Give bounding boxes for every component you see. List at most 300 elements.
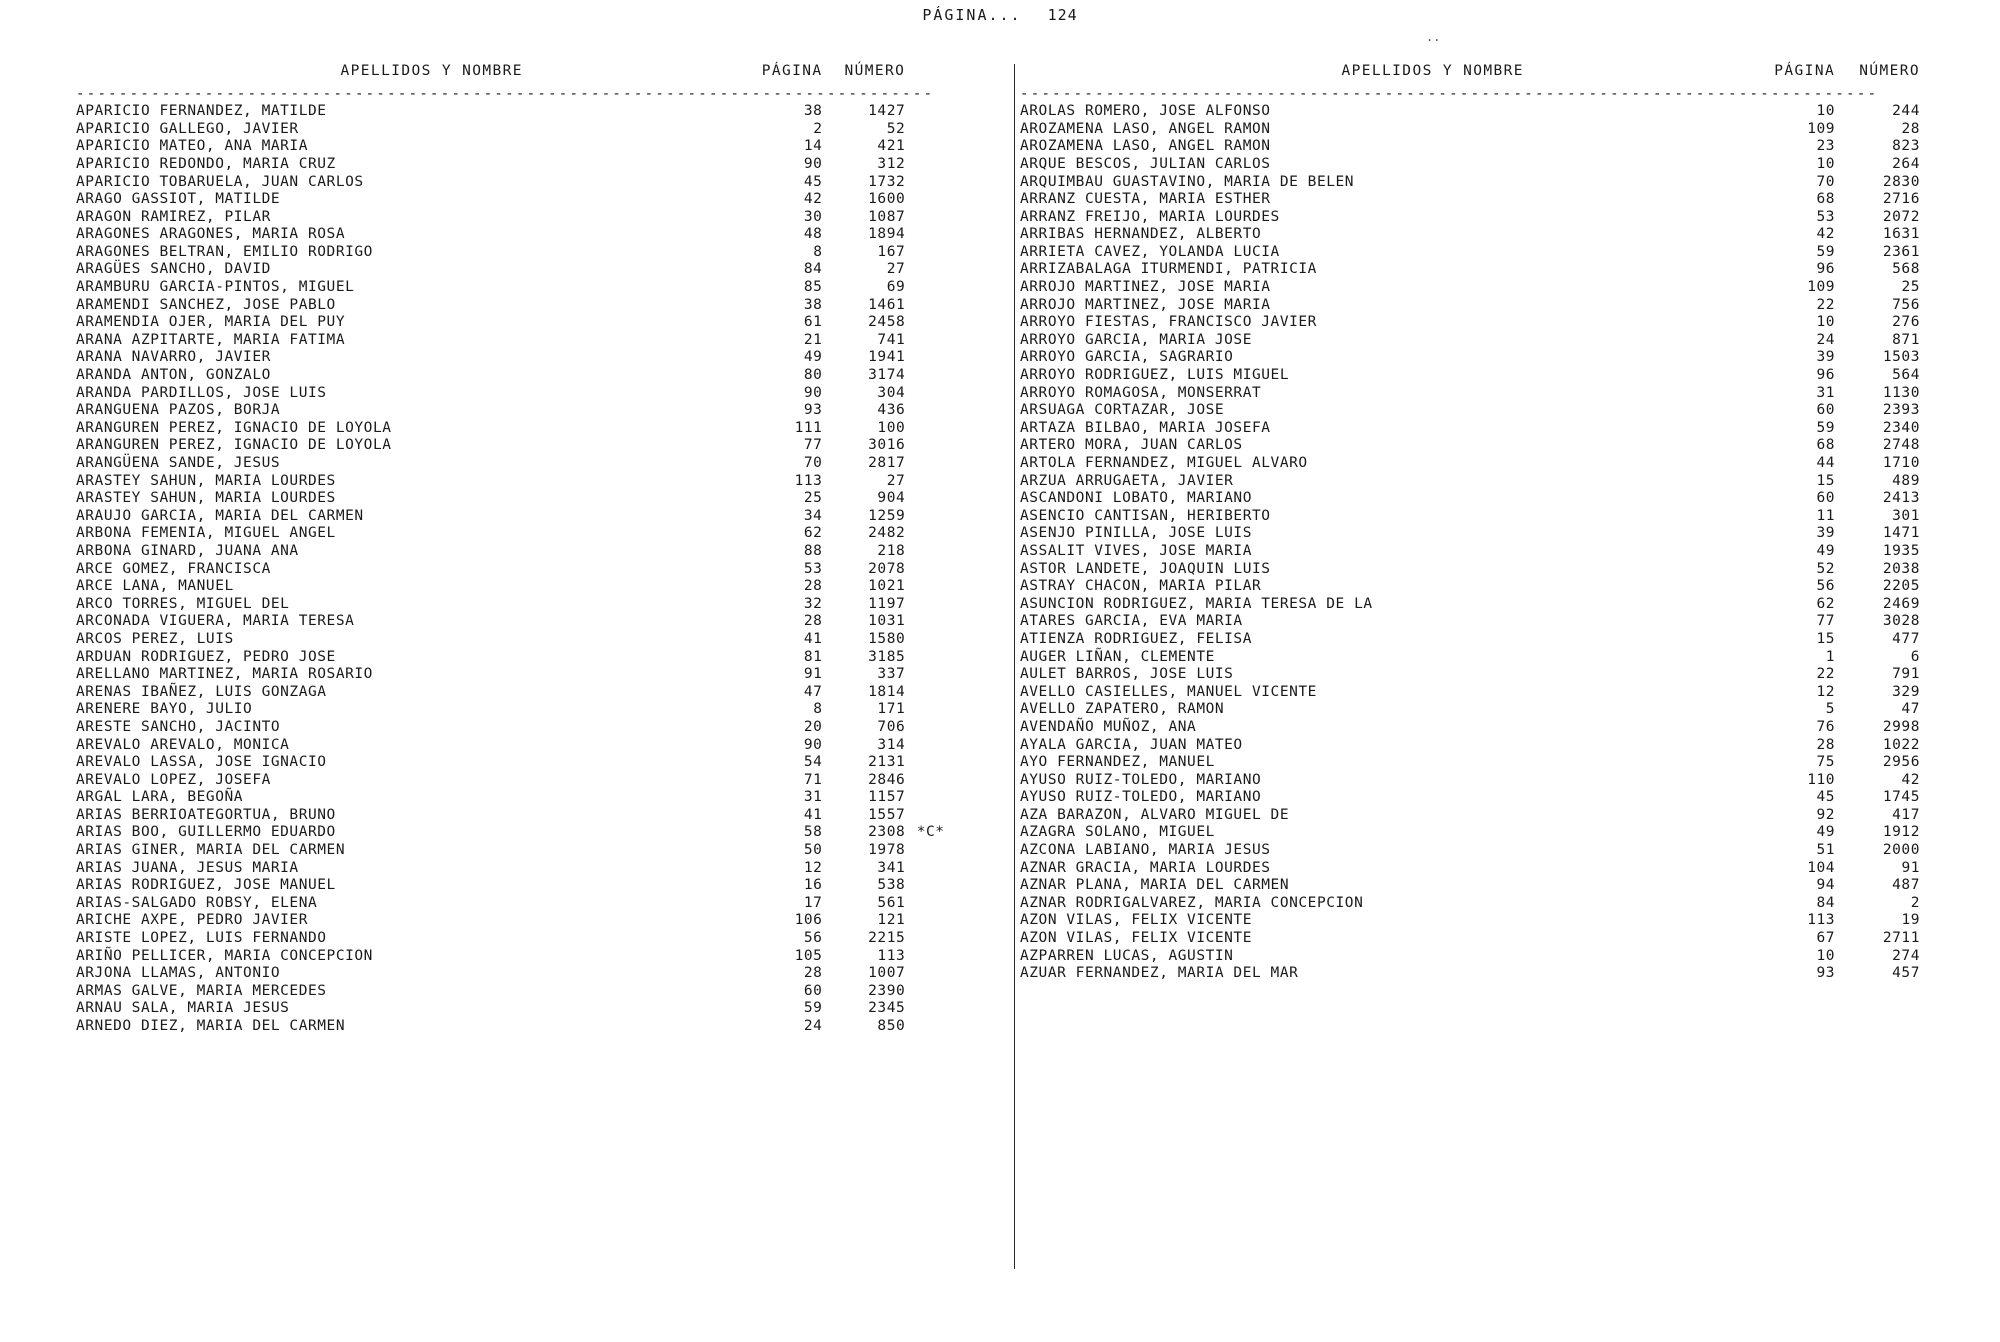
table-row: [1020, 806, 1920, 824]
entry-name: ARIAS BERRIOATEGORTUA, BRUNO: [76, 806, 336, 823]
entry-name: ARRIETA CAVEZ, YOLANDA LUCIA: [1020, 243, 1280, 260]
entry-flag: [905, 490, 956, 508]
header-separator-cell: [1020, 86, 1920, 103]
entry-number: 2393: [1882, 402, 1920, 419]
header-name: APELLIDOS Y NOMBRE: [1341, 63, 1524, 79]
entry-number: 871: [1892, 331, 1920, 348]
entry-page: 14: [803, 138, 823, 155]
entry-name: AZNAR GRACIA, MARIA LOURDES: [1020, 859, 1271, 876]
entry-name: APARICIO MATEO, ANA MARIA: [76, 138, 308, 155]
table-row: [1020, 103, 1920, 121]
table-row: [1020, 947, 1920, 965]
entry-number: 301: [1892, 507, 1920, 524]
entry-name: ASUNCION RODRIGUEZ, MARIA TERESA DE LA: [1020, 595, 1373, 612]
entry-page: 92: [1816, 806, 1836, 823]
entry-number: 1461: [868, 296, 906, 313]
entry-page: 109: [1807, 120, 1836, 137]
entry-page: 76: [1816, 718, 1836, 735]
entry-name: ARROYO GARCIA, MARIA JOSE: [1020, 331, 1252, 348]
entry-name: AREVALO LOPEZ, JOSEFA: [76, 771, 271, 788]
table-row: [76, 120, 956, 138]
entry-flag: [905, 683, 956, 701]
table-row: [1020, 701, 1920, 719]
entry-page: 71: [803, 771, 823, 788]
entry-name: ARROJO MARTINEZ, JOSE MARIA: [1020, 296, 1271, 313]
entry-name: AYUSO RUIZ-TOLEDO, MARIANO: [1020, 771, 1262, 788]
entry-flag: [905, 789, 956, 807]
entry-number: 1631: [1882, 226, 1920, 243]
entry-flag: [905, 191, 956, 209]
entry-name: ARIAS-SALGADO ROBSY, ELENA: [76, 894, 318, 911]
table-row: [1020, 648, 1920, 666]
entry-name: ARANA NAVARRO, JAVIER: [76, 349, 271, 366]
entry-number: 2131: [868, 754, 906, 771]
entry-flag: [905, 173, 956, 191]
entry-number: 1941: [868, 349, 906, 366]
entry-number: 329: [1892, 683, 1920, 700]
entry-name: ARCO TORRES, MIGUEL DEL: [76, 595, 290, 612]
entry-page: 34: [803, 507, 823, 524]
entry-name: ARESTE SANCHO, JACINTO: [76, 718, 281, 735]
entry-name: ARSUAGA CORTAZAR, JOSE: [1020, 402, 1225, 419]
entry-flag: [905, 384, 956, 402]
table-row: [76, 701, 956, 719]
entry-page: 15: [1816, 630, 1836, 647]
table-row: [76, 560, 956, 578]
entry-name: ARRIBAS HERNANDEZ, ALBERTO: [1020, 226, 1262, 243]
entry-page: 48: [803, 226, 823, 243]
table-row: [1020, 191, 1920, 209]
table-row: [1020, 138, 1920, 156]
entry-name: ARANDA PARDILLOS, JOSE LUIS: [76, 384, 327, 401]
entry-page: 49: [803, 349, 823, 366]
entry-number: 1814: [868, 683, 906, 700]
entry-flag: [905, 806, 956, 824]
entry-page: 75: [1816, 754, 1836, 771]
entry-name: ARIAS BOO, GUILLERMO EDUARDO: [76, 824, 336, 841]
table-row: [76, 173, 956, 191]
header-number: NÚMERO: [844, 63, 906, 79]
table-row: [76, 490, 956, 508]
entry-name: AZA BARAZON, ALVARO MIGUEL DE: [1020, 806, 1290, 823]
entry-name: ARANGUENA PAZOS, BORJA: [76, 402, 281, 419]
entry-name: APARICIO TOBARUELA, JUAN CARLOS: [76, 173, 364, 190]
entry-page: 24: [803, 1018, 823, 1035]
entry-number: 436: [877, 402, 906, 419]
entry-number: 121: [877, 912, 906, 929]
dash-separator: --------------------------------------------------------------------------------: [76, 87, 935, 102]
table-row: [1020, 789, 1920, 807]
entry-name: AREVALO AREVALO, MONICA: [76, 736, 290, 753]
entry-name: AROZAMENA LASO, ANGEL RAMON: [1020, 120, 1271, 137]
table-row: [76, 912, 956, 930]
table-row: [76, 314, 956, 332]
entry-name: ARAMENDIA OJER, MARIA DEL PUY: [76, 314, 346, 331]
entry-page: 84: [1816, 894, 1836, 911]
entry-name: APARICIO GALLEGO, JAVIER: [76, 120, 299, 137]
entry-page: 94: [1816, 877, 1836, 894]
table-row: [76, 331, 956, 349]
table-row: [1020, 754, 1920, 772]
entry-page: 60: [1816, 490, 1836, 507]
entry-flag: [905, 243, 956, 261]
entry-number: 2000: [1882, 842, 1920, 859]
entry-number: 1427: [868, 103, 906, 120]
entry-page: 38: [803, 103, 823, 120]
entry-flag: [905, 718, 956, 736]
header-separator-row: [1020, 86, 1920, 103]
entry-number: 113: [877, 947, 906, 964]
entry-name: ARZUA ARRUGAETA, JAVIER: [1020, 472, 1234, 489]
entry-name: AYO FERNANDEZ, MANUEL: [1020, 754, 1215, 771]
entry-page: 45: [1816, 789, 1836, 806]
entry-name: ARAMBURU GARCIA-PINTOS, MIGUEL: [76, 279, 355, 296]
entry-page: 85: [803, 279, 823, 296]
entry-number: 2748: [1882, 437, 1920, 454]
entry-name: AZNAR RODRIGALVAREZ, MARIA CONCEPCION: [1020, 894, 1364, 911]
entry-page: 45: [803, 173, 823, 190]
entry-page: 12: [803, 859, 823, 876]
entry-flag: [905, 771, 956, 789]
entry-name: ATIENZA RODRIGUEZ, FELISA: [1020, 630, 1252, 647]
table-row: [1020, 314, 1920, 332]
entry-name: ARDUAN RODRIGUEZ, PEDRO JOSE: [76, 648, 336, 665]
entry-number: 489: [1892, 472, 1920, 489]
entry-name: ARCE GOMEZ, FRANCISCA: [76, 560, 271, 577]
table-row: [1020, 771, 1920, 789]
entry-number: 27: [886, 261, 906, 278]
table-row: [76, 454, 956, 472]
entry-flag: [905, 560, 956, 578]
table-row: [1020, 279, 1920, 297]
entry-number: 1978: [868, 842, 906, 859]
entry-page: 24: [1816, 331, 1836, 348]
entry-page: 81: [803, 648, 823, 665]
entry-name: AZAGRA SOLANO, MIGUEL: [1020, 824, 1215, 841]
table-row: [76, 630, 956, 648]
entry-name: AZUAR FERNANDEZ, MARIA DEL MAR: [1020, 965, 1299, 982]
entry-flag: [905, 296, 956, 314]
entry-number: 417: [1892, 806, 1920, 823]
entry-page: 42: [803, 191, 823, 208]
entry-flag: [905, 736, 956, 754]
entry-name: AYALA GARCIA, JUAN MATEO: [1020, 736, 1243, 753]
entry-page: 8: [813, 701, 823, 718]
entry-flag: [905, 314, 956, 332]
table-row: [76, 507, 956, 525]
right-column: [1010, 64, 2000, 1035]
table-row: [76, 349, 956, 367]
table-header-row: [76, 64, 956, 86]
entry-page: 50: [803, 842, 823, 859]
entry-page: 22: [1816, 296, 1836, 313]
entry-number: 2830: [1882, 173, 1920, 190]
entry-page: 30: [803, 208, 823, 225]
entry-number: 1157: [868, 789, 906, 806]
entry-page: 96: [1816, 367, 1836, 384]
entry-page: 56: [803, 930, 823, 947]
entry-page: 61: [803, 314, 823, 331]
entry-name: ARANDA ANTON, GONZALO: [76, 367, 271, 384]
entry-number: 1912: [1882, 824, 1920, 841]
entry-name: ARTAZA BILBAO, MARIA JOSEFA: [1020, 419, 1271, 436]
entry-page: 110: [1807, 771, 1836, 788]
entry-number: 1503: [1882, 349, 1920, 366]
table-row: [76, 208, 956, 226]
entry-number: 274: [1892, 947, 1920, 964]
entry-flag: [905, 930, 956, 948]
entry-number: 1031: [868, 613, 906, 630]
entry-name: ARAGONES BELTRAN, EMILIO RODRIGO: [76, 243, 373, 260]
entry-number: 3185: [868, 648, 906, 665]
entry-number: 2458: [868, 314, 906, 331]
entry-number: 561: [877, 894, 906, 911]
entry-name: ARAGO GASSIOT, MATILDE: [76, 191, 281, 208]
entry-page: 25: [803, 490, 823, 507]
entry-flag: [905, 103, 956, 121]
entry-page: 42: [1816, 226, 1836, 243]
table-row: [1020, 736, 1920, 754]
entry-number: 2345: [868, 1000, 906, 1017]
entry-number: 244: [1892, 103, 1920, 120]
entry-number: 1894: [868, 226, 906, 243]
entry-name: ARGAL LARA, BEGOÑA: [76, 789, 244, 806]
table-row: [1020, 824, 1920, 842]
entry-name: ARBONA FEMENIA, MIGUEL ANGEL: [76, 525, 336, 542]
entry-number: 25: [1901, 279, 1920, 296]
entry-number: 904: [877, 490, 906, 507]
entry-page: 41: [803, 806, 823, 823]
entry-name: ARISTE LOPEZ, LUIS FERNANDO: [76, 930, 327, 947]
entry-name: ASSALIT VIVES, JOSE MARIA: [1020, 542, 1252, 559]
scan-artifact-mark: ..: [1426, 30, 1441, 44]
entry-flag: [905, 138, 956, 156]
entry-page: 56: [1816, 578, 1836, 595]
entry-name: ARAGON RAMIREZ, PILAR: [76, 208, 271, 225]
entry-name: ARROYO ROMAGOSA, MONSERRAT: [1020, 384, 1262, 401]
entry-name: ASENCIO CANTISAN, HERIBERTO: [1020, 507, 1271, 524]
entry-page: 51: [1816, 842, 1836, 859]
table-row: [76, 525, 956, 543]
entry-page: 20: [803, 718, 823, 735]
right-listing-table: [1020, 64, 1920, 982]
entry-number: 304: [877, 384, 906, 401]
entry-page: 28: [803, 965, 823, 982]
entry-number: 823: [1892, 138, 1920, 155]
entry-number: 1710: [1882, 455, 1920, 472]
entry-flag: [905, 894, 956, 912]
entry-page: 70: [803, 455, 823, 472]
entry-number: 477: [1892, 630, 1920, 647]
table-row: [76, 1000, 956, 1018]
entry-number: 52: [886, 120, 906, 137]
entry-name: AZPARREN LUCAS, AGUSTIN: [1020, 947, 1234, 964]
entry-flag: [905, 912, 956, 930]
table-row: [76, 842, 956, 860]
entry-number: 706: [877, 718, 906, 735]
table-row: [1020, 331, 1920, 349]
entry-number: 3016: [868, 437, 906, 454]
left-column: [0, 64, 1010, 1035]
entry-page: 88: [803, 542, 823, 559]
entry-number: 100: [877, 419, 906, 436]
entry-number: 568: [1892, 261, 1920, 278]
entry-number: 1259: [868, 507, 906, 524]
entry-flag: *C*: [916, 824, 945, 841]
entry-number: 2711: [1882, 930, 1920, 947]
entry-number: 2956: [1882, 754, 1920, 771]
entry-name: ARASTEY SAHUN, MARIA LOURDES: [76, 490, 336, 507]
entry-number: 69: [886, 279, 906, 296]
table-row: [1020, 507, 1920, 525]
table-row: [1020, 419, 1920, 437]
table-row: [76, 613, 956, 631]
entry-page: 12: [1816, 683, 1836, 700]
entry-number: 1197: [868, 595, 906, 612]
table-row: [1020, 243, 1920, 261]
entry-number: 538: [877, 877, 906, 894]
table-row: [1020, 613, 1920, 631]
entry-flag: [905, 666, 956, 684]
entry-number: 1087: [868, 208, 906, 225]
entry-number: 1600: [868, 191, 906, 208]
table-row: [1020, 226, 1920, 244]
entry-number: 1557: [868, 806, 906, 823]
entry-name: ARNAU SALA, MARIA JESUS: [76, 1000, 290, 1017]
entry-name: ASENJO PINILLA, JOSE LUIS: [1020, 525, 1252, 542]
entry-page: 104: [1807, 859, 1836, 876]
table-row: [76, 437, 956, 455]
entry-number: 47: [1901, 701, 1920, 718]
entry-page: 41: [803, 630, 823, 647]
table-row: [76, 947, 956, 965]
entry-name: AZCONA LABIANO, MARIA JESUS: [1020, 842, 1271, 859]
entry-flag: [905, 754, 956, 772]
entry-number: 850: [877, 1018, 906, 1035]
table-row: [76, 736, 956, 754]
entry-page: 77: [1816, 613, 1836, 630]
entry-page: 49: [1816, 542, 1836, 559]
entry-number: 218: [877, 542, 906, 559]
left-listing-table: [76, 64, 956, 1035]
table-row: [76, 1017, 956, 1035]
entry-name: ARENERE BAYO, JULIO: [76, 701, 253, 718]
entry-flag: [905, 982, 956, 1000]
entry-page: 15: [1816, 472, 1836, 489]
entry-flag: [905, 261, 956, 279]
entry-number: 2205: [1882, 578, 1920, 595]
table-row: [1020, 472, 1920, 490]
entry-page: 31: [803, 789, 823, 806]
listing-columns: [0, 64, 2000, 1035]
table-row: [76, 191, 956, 209]
entry-number: 2390: [868, 982, 906, 999]
entry-name: ARELLANO MARTINEZ, MARIA ROSARIO: [76, 666, 373, 683]
entry-number: 1471: [1882, 525, 1920, 542]
entry-number: 756: [1892, 296, 1920, 313]
table-row: [76, 859, 956, 877]
entry-number: 1022: [1882, 736, 1920, 753]
entry-page: 11: [1816, 507, 1836, 524]
entry-page: 60: [803, 982, 823, 999]
entry-name: AVELLO ZAPATERO, RAMON: [1020, 701, 1225, 718]
entry-number: 421: [877, 138, 906, 155]
entry-number: 3174: [868, 367, 906, 384]
table-row: [76, 384, 956, 402]
entry-page: 67: [1816, 930, 1836, 947]
entry-name: ARNEDO DIEZ, MARIA DEL CARMEN: [76, 1018, 346, 1035]
entry-page: 28: [803, 613, 823, 630]
entry-number: 2: [1910, 894, 1920, 911]
entry-page: 28: [803, 578, 823, 595]
page-number: 124: [1047, 6, 1078, 24]
entry-flag: [905, 419, 956, 437]
entry-number: 28: [1901, 120, 1920, 137]
entry-flag: [905, 859, 956, 877]
entry-number: 171: [877, 701, 906, 718]
entry-name: AULET BARROS, JOSE LUIS: [1020, 666, 1234, 683]
table-row: [76, 965, 956, 983]
table-row: [76, 542, 956, 560]
entry-flag: [905, 120, 956, 138]
entry-number: 1130: [1882, 384, 1920, 401]
entry-number: 2361: [1882, 243, 1920, 260]
dash-separator: --------------------------------------------------------------------------------: [1020, 87, 1879, 102]
entry-page: 113: [794, 472, 823, 489]
entry-name: ATARES GARCIA, EVA MARIA: [1020, 613, 1243, 630]
table-row: [1020, 367, 1920, 385]
entry-name: APARICIO FERNANDEZ, MATILDE: [76, 103, 327, 120]
entry-page: 39: [1816, 349, 1836, 366]
entry-number: 1021: [868, 578, 906, 595]
entry-name: ARRIZABALAGA ITURMENDI, PATRICIA: [1020, 261, 1317, 278]
entry-page: 10: [1816, 947, 1836, 964]
table-row: [1020, 894, 1920, 912]
entry-name: ARROYO FIESTAS, FRANCISCO JAVIER: [1020, 314, 1317, 331]
entry-number: 2078: [868, 560, 906, 577]
entry-number: 19: [1901, 912, 1920, 929]
table-row: [76, 279, 956, 297]
table-row: [1020, 578, 1920, 596]
table-row: [1020, 630, 1920, 648]
entry-number: 457: [1892, 965, 1920, 982]
entry-number: 91: [1901, 859, 1920, 876]
entry-name: ARCOS PEREZ, LUIS: [76, 630, 234, 647]
entry-number: 42: [1901, 771, 1920, 788]
entry-number: 2482: [868, 525, 906, 542]
table-row: [76, 226, 956, 244]
header-number: NÚMERO: [1859, 63, 1920, 79]
entry-name: ARANA AZPITARTE, MARIA FATIMA: [76, 331, 346, 348]
table-row: [1020, 454, 1920, 472]
table-row: [1020, 683, 1920, 701]
entry-page: 21: [803, 331, 823, 348]
table-row: [76, 877, 956, 895]
table-row: [76, 261, 956, 279]
table-row: [76, 138, 956, 156]
entry-page: 53: [1816, 208, 1836, 225]
entry-page: 49: [1816, 824, 1836, 841]
entry-page: 93: [803, 402, 823, 419]
entry-name: ARAUJO GARCIA, MARIA DEL CARMEN: [76, 507, 364, 524]
entry-page: 31: [1816, 384, 1836, 401]
entry-page: 93: [1816, 965, 1836, 982]
table-row: [1020, 349, 1920, 367]
entry-name: ARICHE AXPE, PEDRO JAVIER: [76, 912, 308, 929]
entry-name: ARBONA GINARD, JUANA ANA: [76, 542, 299, 559]
table-row: [1020, 912, 1920, 930]
entry-page: 54: [803, 754, 823, 771]
